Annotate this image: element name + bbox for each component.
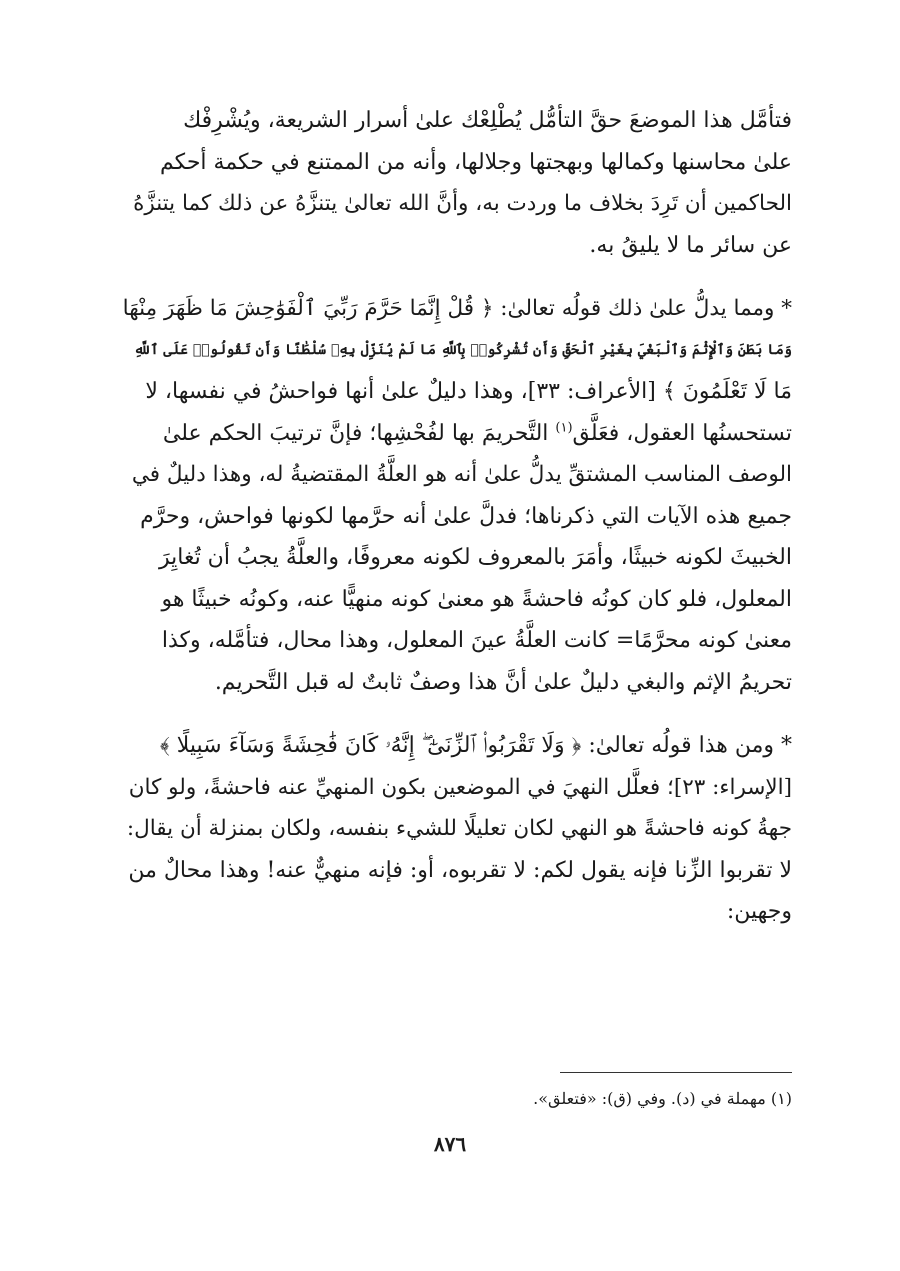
paragraph-1 <box>120 100 792 266</box>
text-line: علىٰ محاسنها وكمالها وبهجتها وجلالها، وأنه من الممتنع في حكمة أحكم <box>160 149 792 175</box>
footnote: (١) مهملة في (د). وفي (ق): «فتعلق». <box>533 1089 792 1108</box>
footnote-divider <box>560 1072 792 1073</box>
paragraph-3 <box>120 725 792 933</box>
footnote-marker: (١) <box>555 420 573 436</box>
text-line: [الإسراء: ٢٣]؛ فعلَّل النهيَ في الموضعين بكون المنهيِّ عنه فاحشةً، ولو كان <box>128 774 792 800</box>
text-line: تحريمُ الإثم والبغي دليلٌ علىٰ أنَّ هذا وصفٌ ثابتٌ له قبل التَّحريم. <box>214 669 792 695</box>
text-segment: التَّحريمَ بها لفُحْشِها؛ فإنَّ ترتيبَ الحكم علىٰ <box>162 420 549 446</box>
text-line: * ومن هذا قولُه تعالىٰ: ﴿ وَلَا تَقْرَبُوا۟ ٱلزِّنَىٰٓ ۖ إِنَّهُۥ كَانَ فَٰحِشَةً وَسَآءَ سَبِيلًا ﴾ <box>160 733 792 758</box>
text-line: الوصف المناسب المشتقِّ يدلُّ علىٰ أنه هو العلَّةُ المقتضيةُ له، وهذا دليلٌ في <box>131 462 792 487</box>
paragraph-2 <box>120 288 792 703</box>
text-line: الخبيثَ لكونه خبيثًا، وأمَرَ بالمعروف لكونه معروفًا، والعلَّةُ يجبُ أن تُغايِرَ <box>158 545 792 570</box>
text-line: جميع هذه الآيات التي ذكرناها؛ فدلَّ علىٰ أنه حرَّمها لكونها فواحش، وحرَّم <box>140 503 792 529</box>
text-line: جهةُ كونه فاحشةً هو النهي لكان تعليلًا للشيء بنفسه، ولكان بمنزلة أن يقال: <box>126 816 792 841</box>
text-line-with-footnote <box>120 413 792 455</box>
text-line: فتأمَّل هذا الموضعَ حقَّ التأمُّل يُطْلِعْك علىٰ أسرار الشريعة، ويُشْرِفْك <box>183 108 792 133</box>
text-line: الحاكمين أن تَرِدَ بخلاف ما وردت به، وأنَّ الله تعالىٰ يتنزَّهُ عن ذلك كما يتنزَّهُ <box>133 191 792 216</box>
text-line: المعلول، فلو كان كونُه فاحشةً هو معنىٰ كونه منهيًّا عنه، وكونُه خبيثًا هو <box>161 586 792 612</box>
quran-verse-line: وَمَا بَطَنَ وَٱلْإِثْمَ وَٱلْبَغْيَ بِغَيْرِ ٱلْحَقِّ وَأَن تُشْرِكُوا۟ بِٱللَّهِ مَا لَمْ يُنَزِّلْ بِهِۦ سُلْطَٰنًا وَأَن تَقُولُوا۟ عَلَى ٱللَّهِ <box>133 341 792 358</box>
text-line: وجهين: <box>726 899 792 924</box>
text-line: مَا لَا تَعْلَمُونَ ﴾ [الأعراف: ٣٣]، وهذا دليلٌ علىٰ أنها فواحشُ في نفسها، لا <box>145 379 792 404</box>
page-body <box>120 100 792 955</box>
text-line: * ومما يدلُّ علىٰ ذلك قولُه تعالىٰ: ﴿ قُلْ إِنَّمَا حَرَّمَ رَبِّيَ ٱلْفَوَٰحِشَ مَا ظَهَرَ مِنْهَا <box>122 296 792 321</box>
text-line: معنىٰ كونه محرَّمًا= كانت العلَّةُ عينَ المعلول، وهذا محال، فتأمَّله، وكذا <box>161 628 792 653</box>
page-number: ٨٧٦ <box>433 1132 467 1156</box>
text-line: عن سائر ما لا يليقُ به. <box>589 232 792 258</box>
text-segment: تستحسنُها العقول، فعَلَّق <box>572 420 792 446</box>
text-line: لا تقربوا الزِّنا فإنه يقول لكم: لا تقربوه، أو: فإنه منهيٌّ عنه! وهذا محالٌ من <box>128 857 792 883</box>
